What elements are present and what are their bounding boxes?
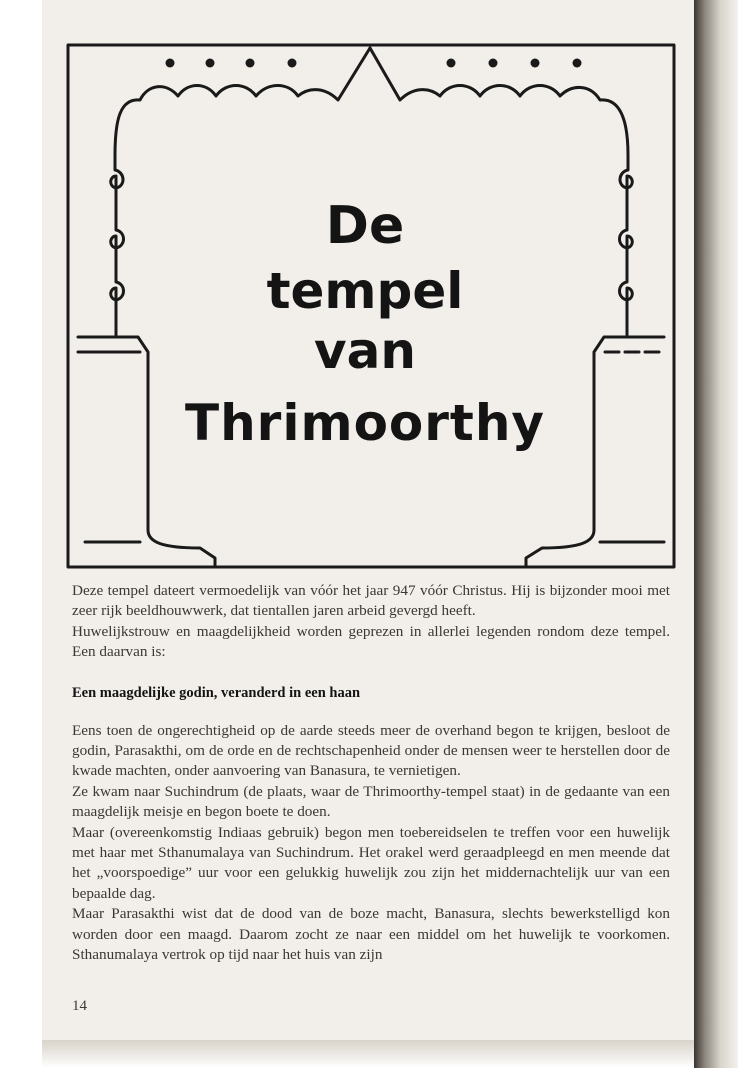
curtain-swag-right: [370, 48, 628, 155]
title-line-4: Thrimoorthy: [184, 394, 546, 452]
chapter-title: [150, 196, 580, 452]
story-paragraph-2: Ze kwam naar Suchindrum (de plaats, waar de Thrimoorthy-tempel staat) in de gedaante van een maagdelijk meisje en begon boete te doen.: [72, 782, 670, 821]
story-paragraph-1: Eens toen de ongerechtigheid op de aarde steeds meer de overhand begon te krijgen, besloot de godin, Parasakthi, om de orde en de rechtschapenheid onder de mensen weer te herstellen door de kwade machten, onder aanvoering van Banasura, te vernietigen.: [72, 721, 670, 780]
curtain-curls-left: [111, 155, 124, 335]
story-paragraph-3: Maar (overeenkomstig Indiaas gebruik) begon men toebereidselen te treffen voor een huwelijk met haar met Sthanumalaya van Suchindrum. Het orakel werd geraadpleegd en men meende dat het „voorspoedige” uur voor een gelukkig huwelijk zou zijn het middernachtelijk uur van een bepaalde dag.: [72, 823, 670, 902]
title-line-2: tempel: [266, 262, 464, 320]
curtain-beads: [166, 59, 582, 68]
page-number: 14: [72, 998, 87, 1014]
curtain-swag-left: [115, 48, 370, 155]
story-paragraph-4: Maar Parasakthi wist dat de dood van de boze macht, Banasura, slechts bewerkstelligd kon worden door een maagd. Daarom zocht ze naar een middel om het huwelijk te voorkomen. Sthanumalaya vertrok op tijd naar het huis van zijn: [72, 905, 670, 964]
title-line-3: van: [314, 322, 416, 380]
body-text: [72, 581, 670, 966]
intro-paragraph-1: Deze tempel dateert vermoedelijk van vóór het jaar 947 vóór Christus. Hij is bijzonder mooi met zeer rijk beeldhouwwerk, dat tientallen jaren arbeid gevergd heeft.: [72, 582, 670, 620]
title-line-1: De: [325, 196, 405, 256]
curtain-curls-right: [620, 155, 633, 335]
section-heading: Een maagdelijke godin, veranderd in een haan: [72, 684, 361, 701]
intro-paragraph-2: Huwelijkstrouw en maagdelijkheid worden geprezen in allerlei legenden rondom deze tempel. Een daarvan is:: [72, 622, 670, 661]
